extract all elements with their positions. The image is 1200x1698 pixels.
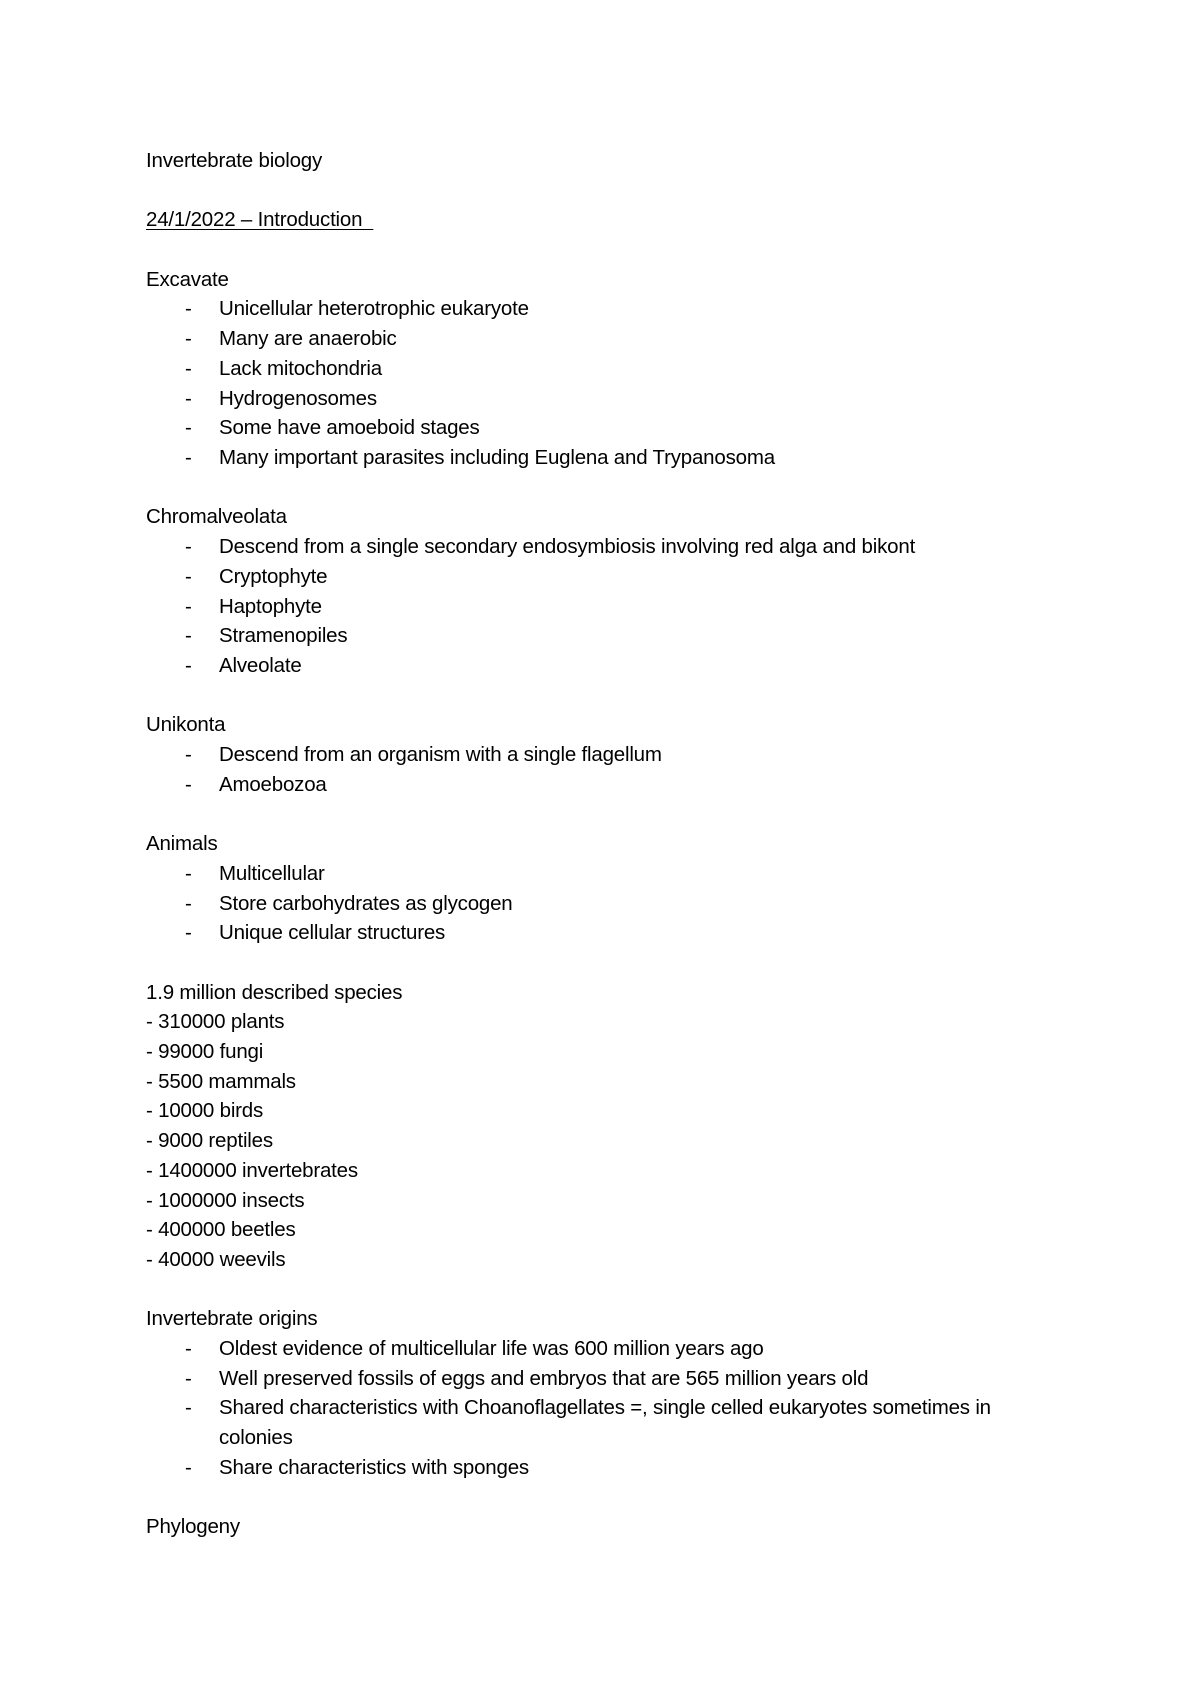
list-item <box>146 1453 1066 1483</box>
species-item: - 9000 reptiles <box>146 1129 273 1153</box>
species-item: - 10000 birds <box>146 1099 264 1123</box>
list-item-text: Lack mitochondria <box>219 356 382 380</box>
list-item-text: Descend from an organism with a single flagellum <box>219 743 662 766</box>
dash-bullet: - <box>185 594 192 618</box>
list-item <box>146 1393 1039 1452</box>
list-item <box>146 621 1066 651</box>
list-item-text: Stramenopiles <box>219 624 348 648</box>
list-item <box>146 859 1066 889</box>
dash-bullet: - <box>185 1337 192 1361</box>
section-heading-excavate: Excavate <box>146 267 229 291</box>
list-item-text: Alveolate <box>219 653 302 677</box>
dash-bullet: - <box>185 356 192 380</box>
unikonta-list <box>146 740 1066 799</box>
section-heading-origins: Invertebrate origins <box>146 1307 318 1331</box>
dash-bullet: - <box>185 1455 192 1479</box>
spacer <box>146 473 1066 503</box>
list-item <box>146 413 1066 443</box>
origins-list <box>146 1334 1066 1483</box>
animals-list <box>146 859 1066 948</box>
list-item-text: Many are anaerobic <box>219 327 397 351</box>
dash-bullet: - <box>185 416 192 440</box>
section-heading-unikonta: Unikonta <box>146 713 226 737</box>
list-item <box>146 770 1066 800</box>
list-item-text: Many important parasites including Euglena and Trypanosoma <box>219 446 775 469</box>
list-item <box>146 740 1066 770</box>
list-item <box>146 562 1066 592</box>
section-heading-species: 1.9 million described species <box>146 980 403 1004</box>
dash-bullet: - <box>185 386 192 410</box>
list-item-text: Shared characteristics with Choanoflagellates =, single celled eukaryotes sometimes in colonies <box>219 1396 991 1450</box>
list-item-text: Unicellular heterotrophic eukaryote <box>219 297 529 321</box>
section-heading-phylogeny: Phylogeny <box>146 1515 240 1539</box>
list-item-text: Cryptophyte <box>219 564 328 588</box>
dash-bullet: - <box>185 535 192 559</box>
list-item-text: Oldest evidence of multicellular life was 600 million years ago <box>219 1337 764 1361</box>
list-item-text: Hydrogenosomes <box>219 386 377 410</box>
species-item: - 40000 weevils <box>146 1247 286 1271</box>
document-body <box>146 146 1066 1542</box>
list-item <box>146 294 1066 324</box>
dash-bullet: - <box>185 446 192 469</box>
spacer <box>146 799 1066 829</box>
species-item: - 5500 mammals <box>146 1069 296 1093</box>
species-item: - 99000 fungi <box>146 1040 264 1063</box>
spacer <box>146 1275 1066 1305</box>
spacer <box>146 681 1066 711</box>
list-item <box>146 443 1066 473</box>
spacer <box>146 1483 1066 1513</box>
dash-bullet: - <box>185 327 192 351</box>
list-item <box>146 918 1066 948</box>
dash-bullet: - <box>185 297 192 321</box>
list-item <box>146 889 1066 919</box>
list-item-text: Descend from a single secondary endosymbiosis involving red alga and bikont <box>219 535 916 559</box>
list-item-text: Multicellular <box>219 861 325 885</box>
dash-bullet: - <box>185 653 192 677</box>
list-item <box>146 592 1066 622</box>
spacer <box>146 235 1066 265</box>
date-heading <box>146 205 1066 235</box>
dash-bullet: - <box>185 1396 192 1420</box>
dash-bullet: - <box>185 921 192 945</box>
chromalveolata-list <box>146 532 1066 681</box>
section-heading-animals: Animals <box>146 832 218 856</box>
excavate-list <box>146 294 1066 472</box>
list-item-text: Store carbohydrates as glycogen <box>219 891 513 915</box>
section-heading-chromalveolata: Chromalveolata <box>146 505 287 529</box>
list-item-text: Unique cellular structures <box>219 921 446 945</box>
list-item-text: Amoebozoa <box>219 772 327 796</box>
dash-bullet: - <box>185 1366 192 1390</box>
list-item <box>146 532 1066 562</box>
species-item: - 1000000 insects <box>146 1188 305 1212</box>
list-item-text: Haptophyte <box>219 594 322 618</box>
list-item <box>146 324 1066 354</box>
dash-bullet: - <box>185 624 192 648</box>
species-item: - 400000 beetles <box>146 1218 296 1242</box>
dash-bullet: - <box>185 772 192 796</box>
list-item-text: Some have amoeboid stages <box>219 416 480 440</box>
dash-bullet: - <box>185 861 192 885</box>
date-heading-text: 24/1/2022 – Introduction <box>146 208 374 232</box>
dash-bullet: - <box>185 743 192 766</box>
document-title: Invertebrate biology <box>146 149 323 172</box>
list-item <box>146 1364 1066 1394</box>
list-item-text: Share characteristics with sponges <box>219 1455 529 1479</box>
spacer <box>146 176 1066 206</box>
dash-bullet: - <box>185 891 192 915</box>
list-item <box>146 384 1066 414</box>
list-item <box>146 651 1066 681</box>
list-item <box>146 1334 1066 1364</box>
list-item <box>146 354 1066 384</box>
spacer <box>146 948 1066 978</box>
species-item: - 310000 plants <box>146 1010 285 1034</box>
species-item: - 1400000 invertebrates <box>146 1158 358 1182</box>
dash-bullet: - <box>185 564 192 588</box>
list-item-text: Well preserved fossils of eggs and embryos that are 565 million years old <box>219 1366 869 1390</box>
